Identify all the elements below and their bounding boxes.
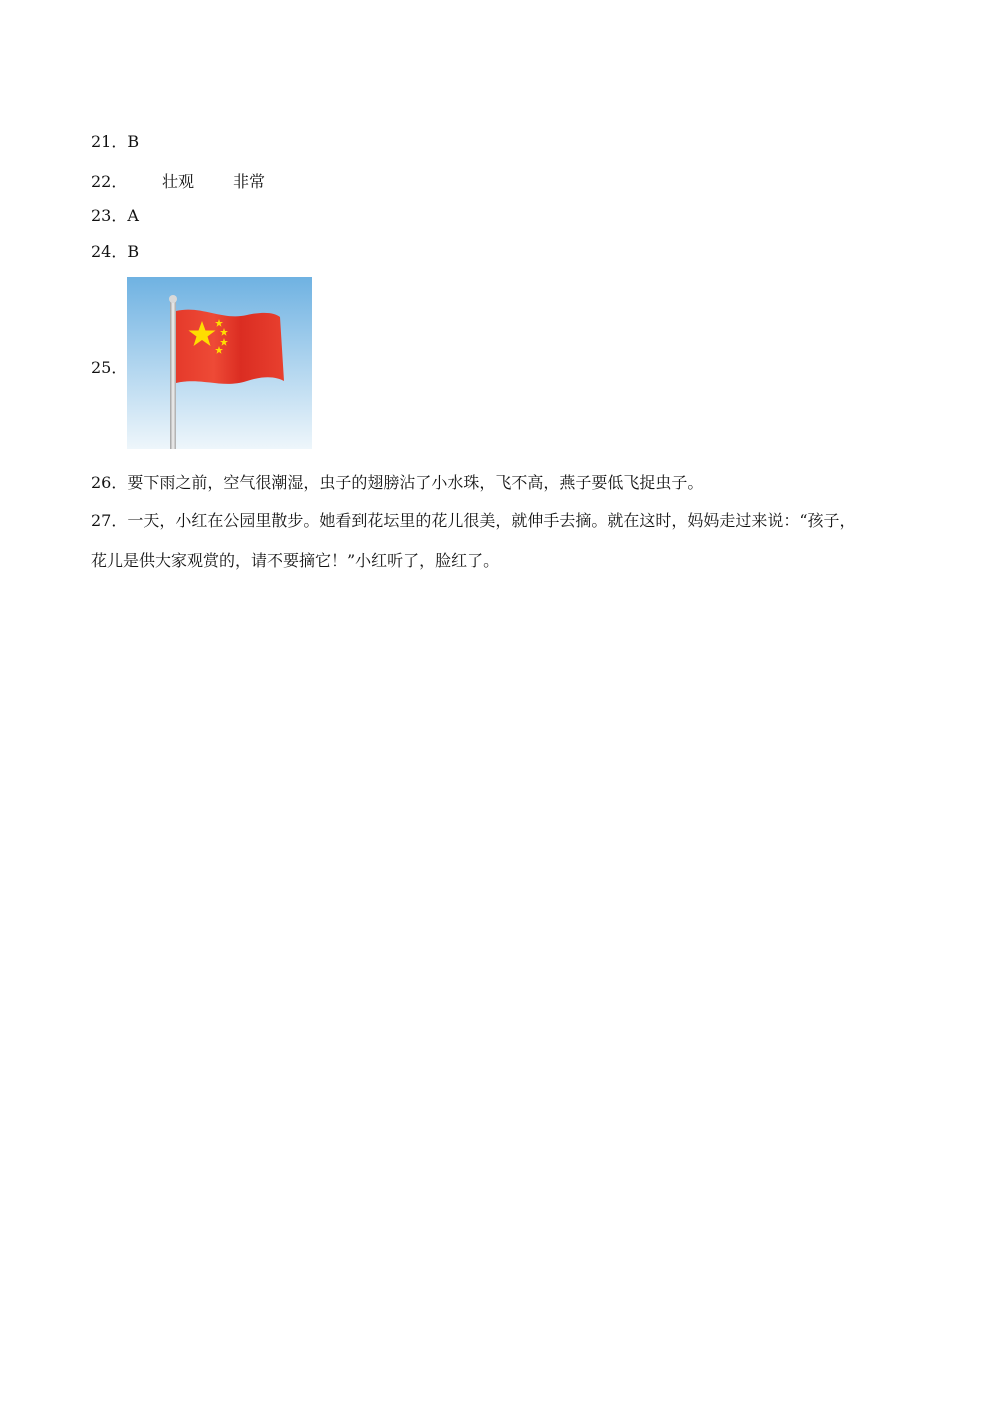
answer-text: B xyxy=(127,242,140,261)
answer-26 xyxy=(91,473,703,493)
answer-22 xyxy=(91,172,266,192)
answer-number: 23． xyxy=(91,206,128,225)
answer-text: A xyxy=(127,206,139,225)
answer-word-2: 非常 xyxy=(233,172,266,191)
answer-27-continued xyxy=(91,551,499,571)
answer-number: 27． xyxy=(91,511,128,530)
answer-number: 26． xyxy=(91,473,128,492)
china-flag-icon xyxy=(127,277,312,449)
answer-text-line-1: 一天，小红在公园里散步。她看到花坛里的花儿很美，就伸手去摘。就在这时，妈妈走过来说：“孩子， xyxy=(127,511,856,530)
answer-24 xyxy=(91,242,139,262)
answer-23 xyxy=(91,206,139,226)
answer-number: 24． xyxy=(91,242,128,261)
answer-word-1: 壮观 xyxy=(162,172,195,191)
answer-text: B xyxy=(127,132,140,151)
answer-27 xyxy=(91,511,856,531)
answer-number: 22． xyxy=(91,172,128,191)
answer-25 xyxy=(91,358,127,378)
answer-text: 要下雨之前，空气很潮湿，虫子的翅膀沾了小水珠，飞不高，燕子要低飞捉虫子。 xyxy=(127,473,704,492)
answer-number: 25． xyxy=(91,358,128,377)
answer-21 xyxy=(91,132,139,152)
answer-text-line-2: 花儿是供大家观赏的，请不要摘它！”小红听了，脸红了。 xyxy=(91,551,500,570)
answer-number: 21． xyxy=(91,132,128,151)
